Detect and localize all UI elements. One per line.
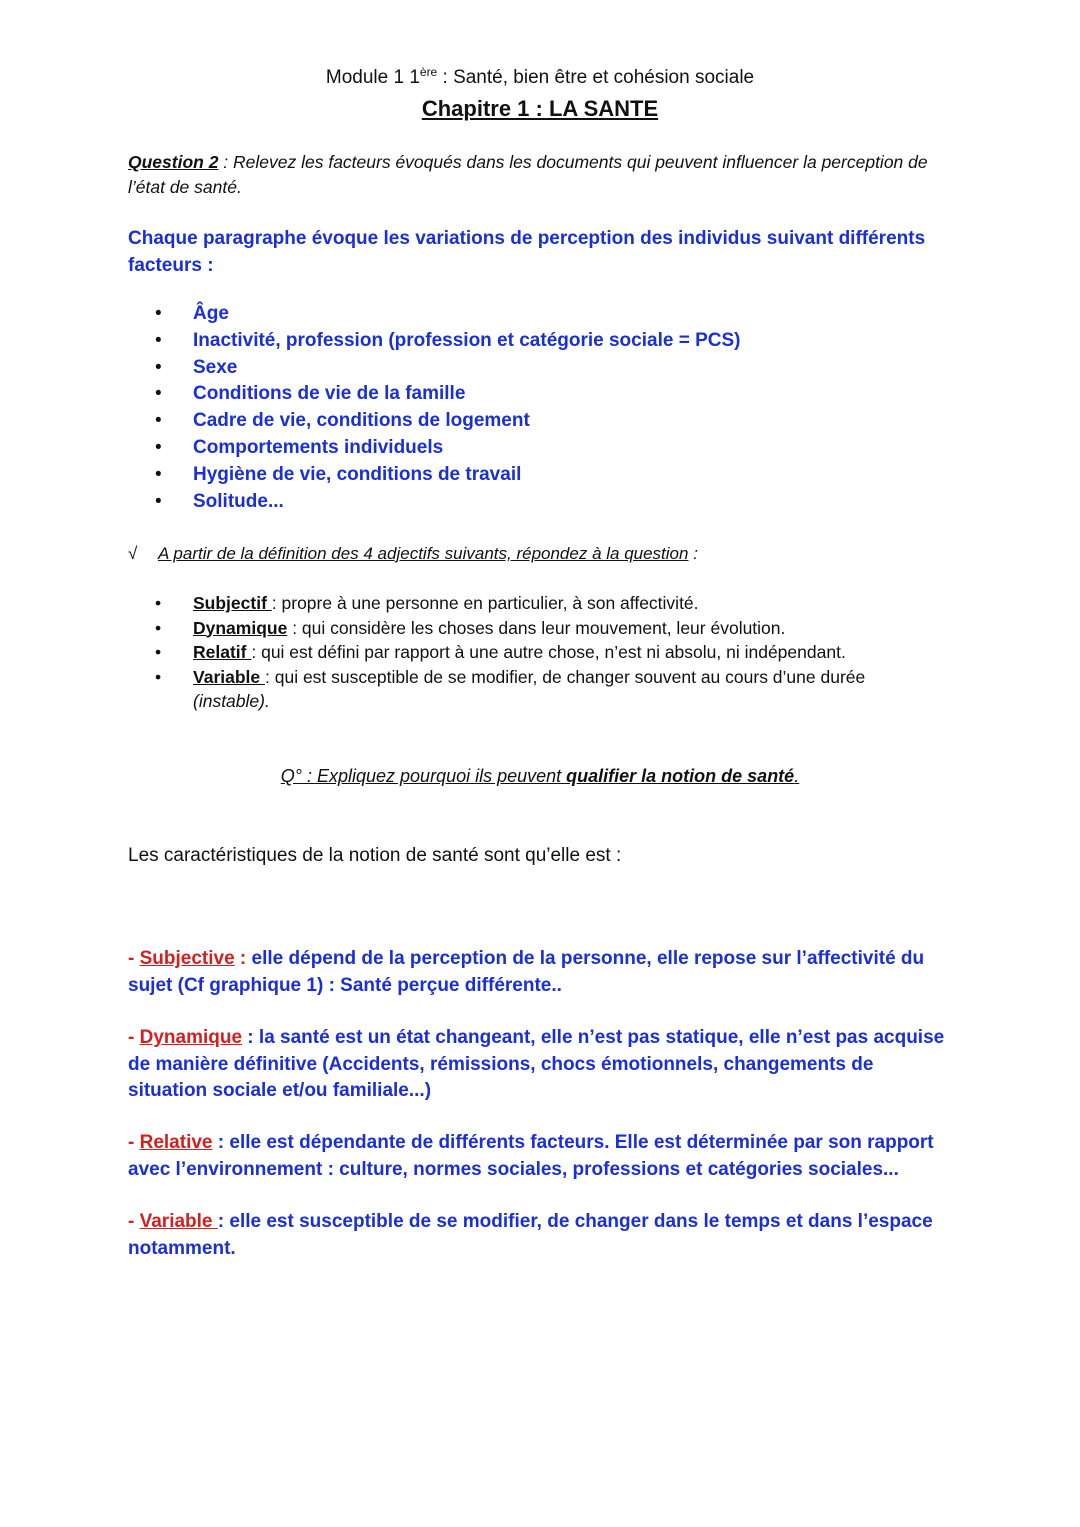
answer-variable (128, 1209, 953, 1262)
definition-text: propre à une personne en particulier, à son affectivité. (276, 593, 699, 613)
answer-term: Dynamique (139, 1027, 243, 1048)
definition-item (155, 665, 915, 714)
module-suffix: : Santé, bien être et cohésion sociale (437, 67, 755, 88)
answer-colon: : (234, 948, 247, 969)
definition-item (155, 616, 915, 641)
list-item: • Conditions de vie de la famille (155, 381, 855, 408)
question-2-label: Question 2 (128, 152, 219, 172)
definition-text: qui est susceptible de se modifier, de changer souvent au cours d’une durée (269, 666, 866, 687)
module-superscript: ère (419, 65, 438, 79)
answer-text: elle est susceptible de se modifier, de changer dans le temps et dans l’espace notamment. (128, 1211, 933, 1259)
definition-text: qui considère les choses dans leur mouvement, leur évolution. (297, 617, 786, 638)
explain-question-prefix: Q° : Expliquez pourquoi ils peuvent (280, 766, 567, 786)
question-2-text: : Relevez les facteurs évoqués dans les documents qui peuvent influencer la perception de l’état de santé. (128, 152, 928, 197)
factors-intro: Chaque paragraphe évoque les variations de perception des individus suivant différents facteurs : (128, 228, 926, 276)
check-icon: √ (128, 544, 138, 563)
question-2 (128, 150, 958, 200)
answer-text: elle est dépendante de différents facteurs. Elle est déterminée par son rapport avec l’environnement : culture, normes sociales, professions et catégories sociales... (128, 1132, 934, 1180)
list-item: • Sexe (155, 355, 855, 382)
definition-item (155, 640, 915, 665)
definitions-list (155, 591, 915, 714)
explain-question-emphasis: qualifier la notion de santé (566, 766, 795, 786)
list-item: • Comportements individuels (155, 435, 855, 462)
definition-separator: : (287, 617, 298, 638)
answer-subjective (128, 946, 953, 999)
definition-term: Variable (193, 666, 265, 687)
answer-colon: : (217, 1211, 225, 1232)
instruction-line (128, 542, 698, 565)
characteristics-intro: Les caractéristiques de la notion de santé sont qu’elle est : (128, 845, 622, 866)
definition-text: qui est défini par rapport à une autre chose, n’est ni absolu, ni indépendant. (256, 642, 846, 662)
definition-separator: : (265, 666, 270, 687)
definition-note: (instable). (193, 691, 270, 711)
list-item: • Âge (155, 301, 855, 328)
module-prefix: Module 1 1 (325, 67, 420, 88)
factors-list (155, 301, 855, 515)
document-header (0, 66, 1080, 122)
answer-dash: - (128, 1211, 140, 1232)
answer-dash: - (128, 1027, 140, 1048)
list-item: • Cadre de vie, conditions de logement (155, 408, 855, 435)
definition-item (155, 591, 915, 616)
answer-relative (128, 1130, 953, 1183)
instruction-suffix: : (688, 544, 698, 563)
list-item: • Inactivité, profession (profession et catégorie sociale = PCS) (155, 328, 855, 355)
chapter-title: Chapitre 1 : LA SANTE (421, 96, 659, 121)
definition-separator: : (271, 593, 277, 613)
answer-term: Variable (139, 1211, 218, 1232)
definition-term: Subjectif (193, 593, 272, 613)
explain-question (0, 764, 1080, 788)
definition-separator: : (251, 642, 257, 662)
instruction-text: A partir de la définition des 4 adjectifs suivants, répondez à la question (158, 544, 689, 563)
answer-text: la santé est un état changeant, elle n’est pas statique, elle n’est pas acquise de manière définitive (Accidents, rémissions, chocs émotionnels, changements de situation sociale et/ou familiale...) (128, 1027, 945, 1102)
list-item: • Solitude... (155, 489, 855, 516)
answer-text: elle dépend de la perception de la personne, elle repose sur l’affectivité du sujet (Cf graphique 1) : Santé perçue différente.. (128, 948, 925, 996)
answer-dash: - (128, 1132, 140, 1153)
list-item: • Hygiène de vie, conditions de travail (155, 462, 855, 489)
definition-term: Relatif (193, 642, 252, 662)
answer-dash: - (128, 948, 140, 969)
answer-term: Relative (139, 1132, 213, 1153)
explain-question-suffix: . (794, 766, 800, 786)
answer-colon: : (242, 1027, 254, 1048)
answer-dynamique (128, 1025, 953, 1105)
answer-colon: : (212, 1132, 225, 1153)
module-title (0, 66, 1080, 90)
definition-term: Dynamique (193, 617, 288, 638)
answer-term: Subjective (139, 948, 235, 969)
